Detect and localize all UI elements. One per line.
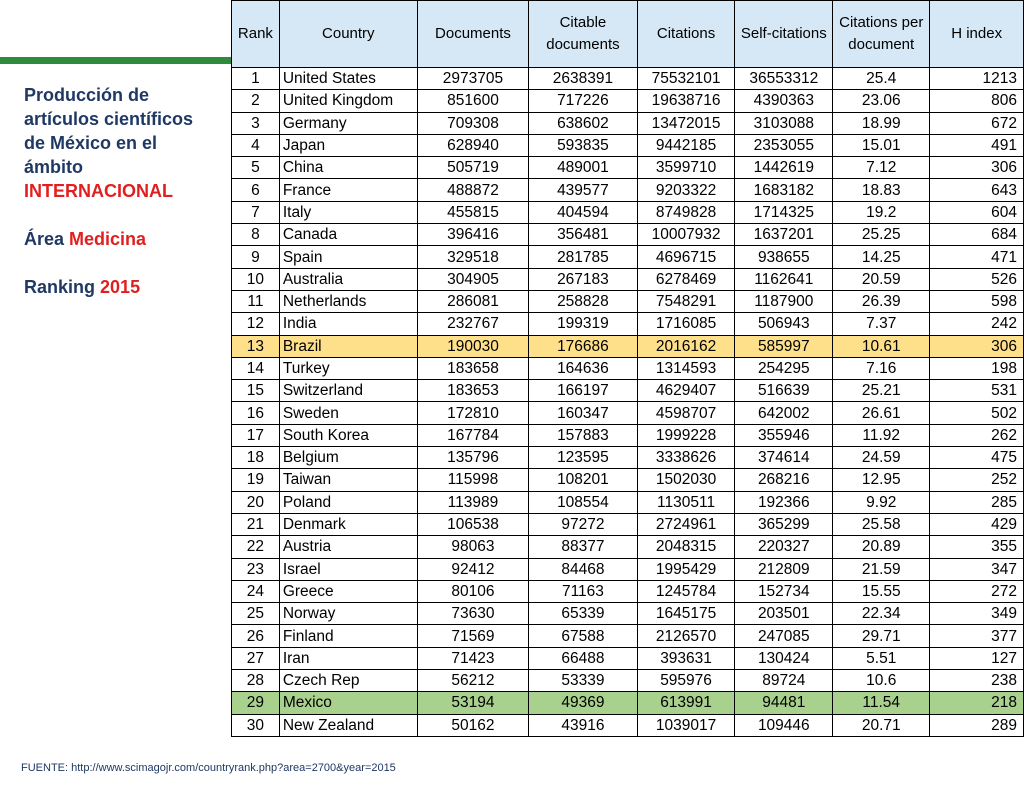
cell-documents: 71423 [417, 647, 528, 669]
cell-rank: 26 [232, 625, 280, 647]
cell-h-index: 289 [930, 714, 1024, 736]
table-row [232, 112, 1024, 134]
ranking-line [24, 275, 224, 299]
cell-rank: 12 [232, 313, 280, 335]
cell-country: France [279, 179, 417, 201]
table-row [232, 692, 1024, 714]
cell-country: India [279, 313, 417, 335]
table-row [232, 424, 1024, 446]
cell-rank: 23 [232, 558, 280, 580]
cell-rank: 21 [232, 513, 280, 535]
cell-self-citations: 1162641 [735, 268, 833, 290]
cell-h-index: 198 [930, 357, 1024, 379]
cell-h-index: 491 [930, 134, 1024, 156]
cell-citations: 1130511 [637, 491, 735, 513]
cell-citations: 2048315 [637, 536, 735, 558]
table-row [232, 513, 1024, 535]
cell-cpd: 25.58 [833, 513, 930, 535]
table-row [232, 134, 1024, 156]
cell-citable: 97272 [529, 513, 638, 535]
title-line-3: de México en el [24, 133, 158, 153]
table-body [232, 68, 1024, 737]
cell-self-citations: 268216 [735, 469, 833, 491]
cell-citations: 2016162 [637, 335, 735, 357]
table-row [232, 335, 1024, 357]
title-line-5: INTERNACIONAL [24, 181, 173, 201]
cell-citations: 1999228 [637, 424, 735, 446]
cell-country: Switzerland [279, 380, 417, 402]
header-row [232, 1, 1024, 68]
table-row [232, 536, 1024, 558]
cell-h-index: 471 [930, 246, 1024, 268]
cell-citable: 166197 [529, 380, 638, 402]
cell-citations: 9203322 [637, 179, 735, 201]
cell-cpd: 29.71 [833, 625, 930, 647]
cell-country: Greece [279, 580, 417, 602]
cell-self-citations: 506943 [735, 313, 833, 335]
cell-citable: 638602 [529, 112, 638, 134]
cell-citable: 404594 [529, 201, 638, 223]
table-row [232, 179, 1024, 201]
cell-h-index: 598 [930, 290, 1024, 312]
cell-documents: 172810 [417, 402, 528, 424]
cell-citations: 4598707 [637, 402, 735, 424]
cell-documents: 190030 [417, 335, 528, 357]
cell-documents: 286081 [417, 290, 528, 312]
cell-citations: 4696715 [637, 246, 735, 268]
cell-citable: 71163 [529, 580, 638, 602]
cell-h-index: 272 [930, 580, 1024, 602]
cell-cpd: 19.2 [833, 201, 930, 223]
cell-rank: 4 [232, 134, 280, 156]
cell-self-citations: 355946 [735, 424, 833, 446]
accent-rule [0, 57, 232, 64]
table-row [232, 647, 1024, 669]
cell-self-citations: 365299 [735, 513, 833, 535]
table-row [232, 625, 1024, 647]
cell-documents: 167784 [417, 424, 528, 446]
cell-cpd: 25.21 [833, 380, 930, 402]
cell-citations: 13472015 [637, 112, 735, 134]
cell-cpd: 7.37 [833, 313, 930, 335]
cell-documents: 98063 [417, 536, 528, 558]
cell-rank: 1 [232, 68, 280, 90]
cell-citations: 613991 [637, 692, 735, 714]
header-citable-documents: Citable documents [529, 1, 638, 68]
cell-documents: 709308 [417, 112, 528, 134]
cell-documents: 113989 [417, 491, 528, 513]
cell-h-index: 1213 [930, 68, 1024, 90]
cell-self-citations: 36553312 [735, 68, 833, 90]
cell-documents: 396416 [417, 224, 528, 246]
cell-citations: 6278469 [637, 268, 735, 290]
cell-citable: 160347 [529, 402, 638, 424]
cell-documents: 135796 [417, 447, 528, 469]
ranking-label: Ranking [24, 277, 96, 297]
table-row [232, 491, 1024, 513]
cell-self-citations: 220327 [735, 536, 833, 558]
cell-rank: 9 [232, 246, 280, 268]
cell-cpd: 23.06 [833, 90, 930, 112]
cell-self-citations: 585997 [735, 335, 833, 357]
cell-h-index: 502 [930, 402, 1024, 424]
cell-documents: 329518 [417, 246, 528, 268]
table-row [232, 90, 1024, 112]
cell-h-index: 604 [930, 201, 1024, 223]
cell-country: Israel [279, 558, 417, 580]
cell-country: Denmark [279, 513, 417, 535]
table-row [232, 201, 1024, 223]
cell-documents: 92412 [417, 558, 528, 580]
header-citations-per-document: Citations per document [833, 1, 930, 68]
cell-country: Czech Rep [279, 670, 417, 692]
table-row [232, 268, 1024, 290]
cell-cpd: 20.71 [833, 714, 930, 736]
cell-citable: 108554 [529, 491, 638, 513]
cell-h-index: 349 [930, 603, 1024, 625]
cell-country: Spain [279, 246, 417, 268]
cell-rank: 5 [232, 157, 280, 179]
cell-citable: 88377 [529, 536, 638, 558]
cell-country: China [279, 157, 417, 179]
table-row [232, 290, 1024, 312]
cell-cpd: 10.61 [833, 335, 930, 357]
cell-cpd: 25.25 [833, 224, 930, 246]
cell-country: New Zealand [279, 714, 417, 736]
table-row [232, 380, 1024, 402]
cell-citable: 281785 [529, 246, 638, 268]
cell-cpd: 14.25 [833, 246, 930, 268]
cell-citations: 595976 [637, 670, 735, 692]
cell-cpd: 7.16 [833, 357, 930, 379]
cell-cpd: 15.55 [833, 580, 930, 602]
title-line-1: Producción de [24, 85, 150, 105]
cell-citable: 258828 [529, 290, 638, 312]
cell-self-citations: 374614 [735, 447, 833, 469]
cell-citable: 439577 [529, 179, 638, 201]
cell-country: Poland [279, 491, 417, 513]
cell-country: Iran [279, 647, 417, 669]
cell-country: United Kingdom [279, 90, 417, 112]
cell-h-index: 238 [930, 670, 1024, 692]
cell-citations: 3338626 [637, 447, 735, 469]
cell-cpd: 21.59 [833, 558, 930, 580]
cell-citable: 49369 [529, 692, 638, 714]
cell-h-index: 355 [930, 536, 1024, 558]
cell-citations: 2126570 [637, 625, 735, 647]
cell-rank: 15 [232, 380, 280, 402]
cell-rank: 20 [232, 491, 280, 513]
cell-cpd: 7.12 [833, 157, 930, 179]
header-citations: Citations [637, 1, 735, 68]
cell-country: Austria [279, 536, 417, 558]
cell-citations: 1502030 [637, 469, 735, 491]
table-row [232, 313, 1024, 335]
cell-rank: 22 [232, 536, 280, 558]
cell-citable: 65339 [529, 603, 638, 625]
cell-citable: 53339 [529, 670, 638, 692]
cell-self-citations: 2353055 [735, 134, 833, 156]
area-label: Área [24, 229, 65, 249]
cell-country: Belgium [279, 447, 417, 469]
cell-self-citations: 3103088 [735, 112, 833, 134]
ranking-year: 2015 [100, 277, 141, 297]
cell-citations: 1995429 [637, 558, 735, 580]
cell-cpd: 20.59 [833, 268, 930, 290]
cell-rank: 29 [232, 692, 280, 714]
cell-citable: 84468 [529, 558, 638, 580]
cell-citations: 3599710 [637, 157, 735, 179]
cell-cpd: 20.89 [833, 536, 930, 558]
cell-h-index: 643 [930, 179, 1024, 201]
header-rank: Rank [232, 1, 280, 68]
cell-h-index: 526 [930, 268, 1024, 290]
cell-citable: 2638391 [529, 68, 638, 90]
cell-documents: 304905 [417, 268, 528, 290]
cell-documents: 505719 [417, 157, 528, 179]
cell-cpd: 9.92 [833, 491, 930, 513]
table-row [232, 68, 1024, 90]
cell-self-citations: 1442619 [735, 157, 833, 179]
area-value: Medicina [69, 229, 147, 249]
area-line [24, 227, 224, 251]
table-row [232, 670, 1024, 692]
cell-rank: 2 [232, 90, 280, 112]
table-row [232, 469, 1024, 491]
cell-self-citations: 1637201 [735, 224, 833, 246]
cell-self-citations: 4390363 [735, 90, 833, 112]
cell-h-index: 806 [930, 90, 1024, 112]
table-row [232, 402, 1024, 424]
cell-h-index: 242 [930, 313, 1024, 335]
cell-self-citations: 109446 [735, 714, 833, 736]
cell-rank: 10 [232, 268, 280, 290]
cell-self-citations: 130424 [735, 647, 833, 669]
table-row [232, 157, 1024, 179]
cell-rank: 6 [232, 179, 280, 201]
cell-cpd: 24.59 [833, 447, 930, 469]
cell-h-index: 306 [930, 335, 1024, 357]
cell-rank: 7 [232, 201, 280, 223]
cell-cpd: 18.83 [833, 179, 930, 201]
cell-documents: 183653 [417, 380, 528, 402]
table-row [232, 224, 1024, 246]
cell-country: Netherlands [279, 290, 417, 312]
cell-documents: 106538 [417, 513, 528, 535]
cell-documents: 628940 [417, 134, 528, 156]
cell-self-citations: 203501 [735, 603, 833, 625]
cell-self-citations: 1187900 [735, 290, 833, 312]
cell-cpd: 15.01 [833, 134, 930, 156]
cell-documents: 455815 [417, 201, 528, 223]
cell-citations: 9442185 [637, 134, 735, 156]
cell-documents: 488872 [417, 179, 528, 201]
title-line-4: ámbito [24, 157, 84, 177]
cell-self-citations: 1683182 [735, 179, 833, 201]
table-row [232, 447, 1024, 469]
cell-citable: 199319 [529, 313, 638, 335]
cell-documents: 50162 [417, 714, 528, 736]
cell-citations: 1645175 [637, 603, 735, 625]
cell-rank: 8 [232, 224, 280, 246]
cell-citations: 1716085 [637, 313, 735, 335]
cell-citable: 267183 [529, 268, 638, 290]
cell-citable: 717226 [529, 90, 638, 112]
cell-h-index: 672 [930, 112, 1024, 134]
cell-self-citations: 192366 [735, 491, 833, 513]
cell-self-citations: 152734 [735, 580, 833, 602]
cell-citable: 123595 [529, 447, 638, 469]
cell-cpd: 12.95 [833, 469, 930, 491]
cell-citations: 4629407 [637, 380, 735, 402]
cell-documents: 2973705 [417, 68, 528, 90]
cell-citable: 43916 [529, 714, 638, 736]
cell-h-index: 306 [930, 157, 1024, 179]
cell-country: Australia [279, 268, 417, 290]
cell-citable: 593835 [529, 134, 638, 156]
table-row [232, 246, 1024, 268]
cell-cpd: 26.61 [833, 402, 930, 424]
table-row [232, 580, 1024, 602]
cell-cpd: 11.54 [833, 692, 930, 714]
cell-h-index: 262 [930, 424, 1024, 446]
header-h-index: H index [930, 1, 1024, 68]
cell-cpd: 26.39 [833, 290, 930, 312]
cell-country: Brazil [279, 335, 417, 357]
cell-rank: 30 [232, 714, 280, 736]
cell-rank: 13 [232, 335, 280, 357]
cell-documents: 232767 [417, 313, 528, 335]
cell-rank: 27 [232, 647, 280, 669]
header-self-citations: Self-citations [735, 1, 833, 68]
cell-citations: 7548291 [637, 290, 735, 312]
cell-h-index: 218 [930, 692, 1024, 714]
source-note: FUENTE: http://www.scimagojr.com/countryrank.php?area=2700&year=2015 [21, 762, 396, 774]
cell-country: Turkey [279, 357, 417, 379]
cell-country: Finland [279, 625, 417, 647]
cell-citations: 1039017 [637, 714, 735, 736]
cell-country: Italy [279, 201, 417, 223]
cell-citable: 66488 [529, 647, 638, 669]
cell-self-citations: 1714325 [735, 201, 833, 223]
cell-documents: 53194 [417, 692, 528, 714]
ranking-table [231, 0, 1024, 737]
cell-cpd: 5.51 [833, 647, 930, 669]
cell-h-index: 475 [930, 447, 1024, 469]
cell-rank: 18 [232, 447, 280, 469]
cell-country: Norway [279, 603, 417, 625]
cell-documents: 71569 [417, 625, 528, 647]
cell-self-citations: 247085 [735, 625, 833, 647]
cell-rank: 24 [232, 580, 280, 602]
cell-citations: 10007932 [637, 224, 735, 246]
cell-h-index: 285 [930, 491, 1024, 513]
cell-documents: 115998 [417, 469, 528, 491]
cell-citations: 1245784 [637, 580, 735, 602]
cell-country: Canada [279, 224, 417, 246]
cell-citable: 157883 [529, 424, 638, 446]
cell-self-citations: 938655 [735, 246, 833, 268]
cell-documents: 80106 [417, 580, 528, 602]
cell-cpd: 10.6 [833, 670, 930, 692]
cell-country: Germany [279, 112, 417, 134]
table-row [232, 357, 1024, 379]
cell-citable: 108201 [529, 469, 638, 491]
table-row [232, 603, 1024, 625]
cell-h-index: 531 [930, 380, 1024, 402]
table-row [232, 558, 1024, 580]
cell-country: Taiwan [279, 469, 417, 491]
cell-rank: 19 [232, 469, 280, 491]
cell-rank: 14 [232, 357, 280, 379]
cell-h-index: 252 [930, 469, 1024, 491]
cell-rank: 11 [232, 290, 280, 312]
cell-self-citations: 516639 [735, 380, 833, 402]
cell-rank: 25 [232, 603, 280, 625]
cell-cpd: 25.4 [833, 68, 930, 90]
header-documents: Documents [417, 1, 528, 68]
cell-citable: 67588 [529, 625, 638, 647]
cell-documents: 183658 [417, 357, 528, 379]
cell-cpd: 18.99 [833, 112, 930, 134]
cell-h-index: 429 [930, 513, 1024, 535]
cell-self-citations: 94481 [735, 692, 833, 714]
cell-self-citations: 642002 [735, 402, 833, 424]
cell-citations: 2724961 [637, 513, 735, 535]
cell-rank: 28 [232, 670, 280, 692]
cell-h-index: 377 [930, 625, 1024, 647]
cell-citations: 19638716 [637, 90, 735, 112]
cell-citable: 176686 [529, 335, 638, 357]
cell-citable: 356481 [529, 224, 638, 246]
table-row [232, 714, 1024, 736]
header-country: Country [279, 1, 417, 68]
side-panel [24, 83, 224, 299]
cell-country: United States [279, 68, 417, 90]
cell-country: Mexico [279, 692, 417, 714]
cell-cpd: 22.34 [833, 603, 930, 625]
cell-citations: 75532101 [637, 68, 735, 90]
title-line-2: artículos científicos [24, 109, 194, 129]
cell-rank: 17 [232, 424, 280, 446]
cell-country: Japan [279, 134, 417, 156]
cell-citations: 1314593 [637, 357, 735, 379]
cell-citable: 489001 [529, 157, 638, 179]
cell-rank: 3 [232, 112, 280, 134]
cell-citations: 393631 [637, 647, 735, 669]
cell-country: Sweden [279, 402, 417, 424]
cell-self-citations: 89724 [735, 670, 833, 692]
cell-cpd: 11.92 [833, 424, 930, 446]
cell-citable: 164636 [529, 357, 638, 379]
cell-country: South Korea [279, 424, 417, 446]
cell-h-index: 347 [930, 558, 1024, 580]
cell-h-index: 684 [930, 224, 1024, 246]
cell-self-citations: 212809 [735, 558, 833, 580]
cell-citations: 8749828 [637, 201, 735, 223]
cell-rank: 16 [232, 402, 280, 424]
cell-documents: 73630 [417, 603, 528, 625]
cell-h-index: 127 [930, 647, 1024, 669]
cell-self-citations: 254295 [735, 357, 833, 379]
cell-documents: 56212 [417, 670, 528, 692]
cell-documents: 851600 [417, 90, 528, 112]
